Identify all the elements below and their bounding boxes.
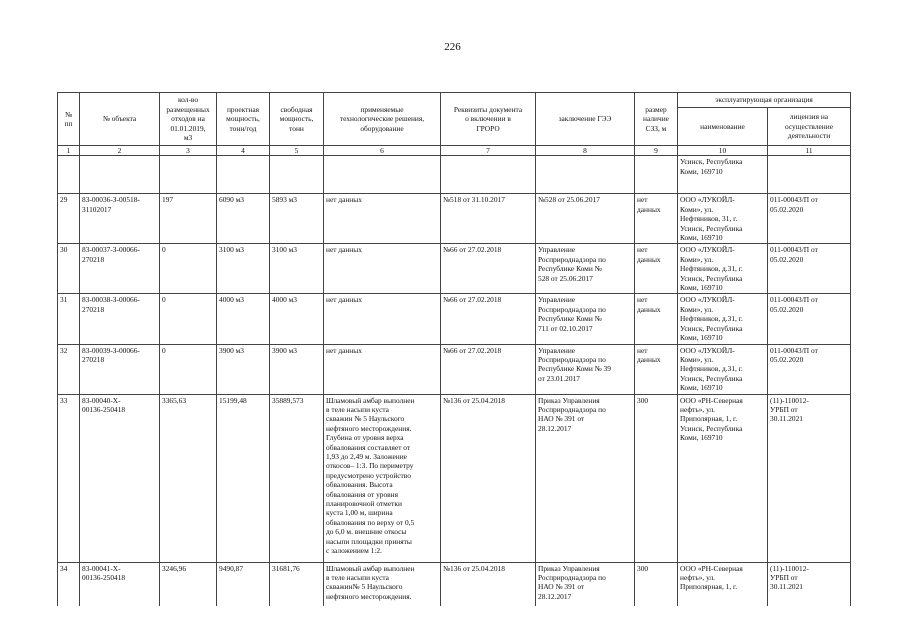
cell-free-capacity: 3100 м3	[270, 244, 324, 294]
header-num: № пп	[58, 93, 80, 146]
cell-szz-size: нет данных	[635, 194, 678, 244]
cell-design-capacity: 6090 м3	[217, 194, 270, 244]
cell-groro-details: №136 от 25.04.2018	[441, 394, 536, 562]
cell-empty	[635, 156, 678, 194]
header-operator-group: эксплуатирующая организация	[678, 93, 851, 108]
cell-groro-details: №518 от 31.10.2017	[441, 194, 536, 244]
cell-gee-conclusion: Приказ Управления Росприроднадзора по НАО № 391 от 28.12.2017	[536, 562, 635, 606]
cell-groro-details: №136 от 25.04.2018	[441, 562, 536, 606]
cell-object-no: 83-00041-Х- 00136-250418	[80, 562, 160, 606]
column-number: 8	[536, 146, 635, 156]
column-number: 4	[217, 146, 270, 156]
cell-design-capacity: 15199,48	[217, 394, 270, 562]
cell-groro-details: №66 от 27.02.2018	[441, 344, 536, 394]
cell-object-no: 83-00038-З-00066- 270218	[80, 294, 160, 344]
cell-free-capacity: 31681,76	[270, 562, 324, 606]
header-waste-qty: кол-во размещенных отходов на 01.01.2019, м3	[160, 93, 217, 146]
header-szz-size: размер наличие СЗЗ, м	[635, 93, 678, 146]
cell-object-no: 83-00036-З-00518- 31102017	[80, 194, 160, 244]
cell-empty	[160, 156, 217, 194]
cell-design-capacity: 3900 м3	[217, 344, 270, 394]
column-number: 9	[635, 146, 678, 156]
cell-operator: ООО «РН-Северная нефть», ул. Приполярная, 1, г.	[678, 562, 768, 606]
cell-szz-size: 300	[635, 562, 678, 606]
table-row	[58, 294, 851, 344]
cell-design-capacity: 3100 м3	[217, 244, 270, 294]
column-number: 11	[768, 146, 851, 156]
header-tech-solutions: применяемые технологические решения, оборудование	[324, 93, 441, 146]
cell-empty	[536, 156, 635, 194]
header-operator-name: наименование	[678, 108, 768, 146]
page-number: 226	[444, 41, 461, 53]
cell-operator: ООО «ЛУКОЙЛ- Коми», ул. Нефтяников, 31, г. Усинск, Республика Коми, 169710	[678, 194, 768, 244]
cell-waste-qty: 0	[160, 244, 217, 294]
cell-object-no: 83-00039-З-00066- 270218	[80, 344, 160, 394]
column-number: 1	[58, 146, 80, 156]
cell-free-capacity: 5893 м3	[270, 194, 324, 244]
cell-empty	[217, 156, 270, 194]
cell-szz-size: 300	[635, 394, 678, 562]
header-free-capacity: свободная мощность, тонн	[270, 93, 324, 146]
cell-gee-conclusion: Управление Росприроднадзора по Республике Коми № 711 от 02.10.2017	[536, 294, 635, 344]
column-number: 2	[80, 146, 160, 156]
cell-license: (11)-110012- УРБП от 30.11.2021	[768, 394, 851, 562]
cell-free-capacity: 4000 м3	[270, 294, 324, 344]
cell-license: 011-00043/П от 05.02.2020	[768, 344, 851, 394]
cell-empty	[768, 156, 851, 194]
cell-license: (11)-110012- УРБП от 30.11.2021	[768, 562, 851, 606]
cell-num: 34	[58, 562, 80, 606]
cell-operator: ООО «ЛУКОЙЛ- Коми», ул. Нефтяников, д.31, г. Усинск, Республика Коми, 169710	[678, 244, 768, 294]
table-row-continuation	[58, 156, 851, 194]
cell-gee-conclusion: Приказ Управления Росприроднадзора по НАО № 391 от 28.12.2017	[536, 394, 635, 562]
cell-waste-qty: 197	[160, 194, 217, 244]
cell-gee-conclusion: №528 от 25.06.2017	[536, 194, 635, 244]
column-number: 6	[324, 146, 441, 156]
cell-operator: ООО «ЛУКОЙЛ- Коми», ул. Нефтяников, д.31, г. Усинск, Республика Коми, 169710	[678, 294, 768, 344]
cell-tech-solutions: нет данных	[324, 294, 441, 344]
waste-facility-registry-table	[57, 92, 851, 606]
table-row	[58, 244, 851, 294]
column-number: 5	[270, 146, 324, 156]
cell-gee-conclusion: Управление Росприроднадзора по Республике Коми № 39 от 23.01.2017	[536, 344, 635, 394]
cell-empty	[58, 156, 80, 194]
cell-tech-solutions: нет данных	[324, 344, 441, 394]
table-row	[58, 344, 851, 394]
cell-szz-size: нет данных	[635, 294, 678, 344]
cell-object-no: 83-00037-З-00066- 270218	[80, 244, 160, 294]
cell-num: 33	[58, 394, 80, 562]
column-number: 7	[441, 146, 536, 156]
cell-operator: Усинск, Республика Коми, 169710	[678, 156, 768, 194]
column-number-row	[58, 146, 851, 156]
cell-license: 011-00043/П от 05.02.2020	[768, 294, 851, 344]
cell-operator: ООО «ЛУКОЙЛ- Коми», ул. Нефтяников, д.31, г. Усинск, Республика Коми, 169710	[678, 344, 768, 394]
cell-license: 011-00043/П от 05.02.2020	[768, 194, 851, 244]
cell-szz-size: нет данных	[635, 244, 678, 294]
header-groro-details: Реквизиты документа о включении в ГРОРО	[441, 93, 536, 146]
cell-tech-solutions: нет данных	[324, 244, 441, 294]
cell-free-capacity: 3900 м3	[270, 344, 324, 394]
header-object-no: № объекта	[80, 93, 160, 146]
table-row	[58, 562, 851, 606]
cell-groro-details: №66 от 27.02.2018	[441, 294, 536, 344]
cell-empty	[441, 156, 536, 194]
cell-waste-qty: 0	[160, 344, 217, 394]
table-row	[58, 394, 851, 562]
cell-szz-size: нет данных	[635, 344, 678, 394]
cell-num: 29	[58, 194, 80, 244]
cell-empty	[324, 156, 441, 194]
cell-operator: ООО «РН-Северная нефть», ул. Приполярная, 1, г. Усинск, Республика Коми, 169710	[678, 394, 768, 562]
cell-tech-solutions: Шламовый амбар выполнен в теле насыпи куста скважин№ 5 Наульского нефтяного месторождения.	[324, 562, 441, 606]
table-row	[58, 194, 851, 244]
cell-design-capacity: 4000 м3	[217, 294, 270, 344]
cell-object-no: 83-00040-Х- 00136-250418	[80, 394, 160, 562]
header-design-capacity: проектная мощность, тонн/год	[217, 93, 270, 146]
cell-tech-solutions: нет данных	[324, 194, 441, 244]
cell-waste-qty: 3365,63	[160, 394, 217, 562]
header-license: лицензия на осуществление деятельности	[768, 108, 851, 146]
cell-design-capacity: 9490,87	[217, 562, 270, 606]
cell-num: 30	[58, 244, 80, 294]
cell-groro-details: №66 от 27.02.2018	[441, 244, 536, 294]
cell-license: 011-00043/П от 05.02.2020	[768, 244, 851, 294]
cell-num: 31	[58, 294, 80, 344]
cell-waste-qty: 3246,96	[160, 562, 217, 606]
header-gee-conclusion: заключение ГЭЭ	[536, 93, 635, 146]
cell-waste-qty: 0	[160, 294, 217, 344]
cell-num: 32	[58, 344, 80, 394]
cell-free-capacity: 35889,573	[270, 394, 324, 562]
column-number: 10	[678, 146, 768, 156]
cell-gee-conclusion: Управление Росприроднадзора по Республике Коми № 528 от 25.06.2017	[536, 244, 635, 294]
header-row-top	[58, 93, 851, 108]
column-number: 3	[160, 146, 217, 156]
cell-empty	[80, 156, 160, 194]
cell-empty	[270, 156, 324, 194]
cell-tech-solutions: Шламовый амбар выполнен в теле насыпи куста скважин № 5 Наульского нефтяного месторождения. Глубина от уровня верха обвалования составляет от 1,93 до 2,49 м. Заложение откосов– 1:3. По периметру предусмотрено устройство обвалования. Высота обвалования от уровня планировочной отметки куста 1,00 м, ширина обвалования по верху от 0,5 до 6,0 м. внешние откосы насыпи площадки приняты с заложением 1:2.	[324, 394, 441, 562]
